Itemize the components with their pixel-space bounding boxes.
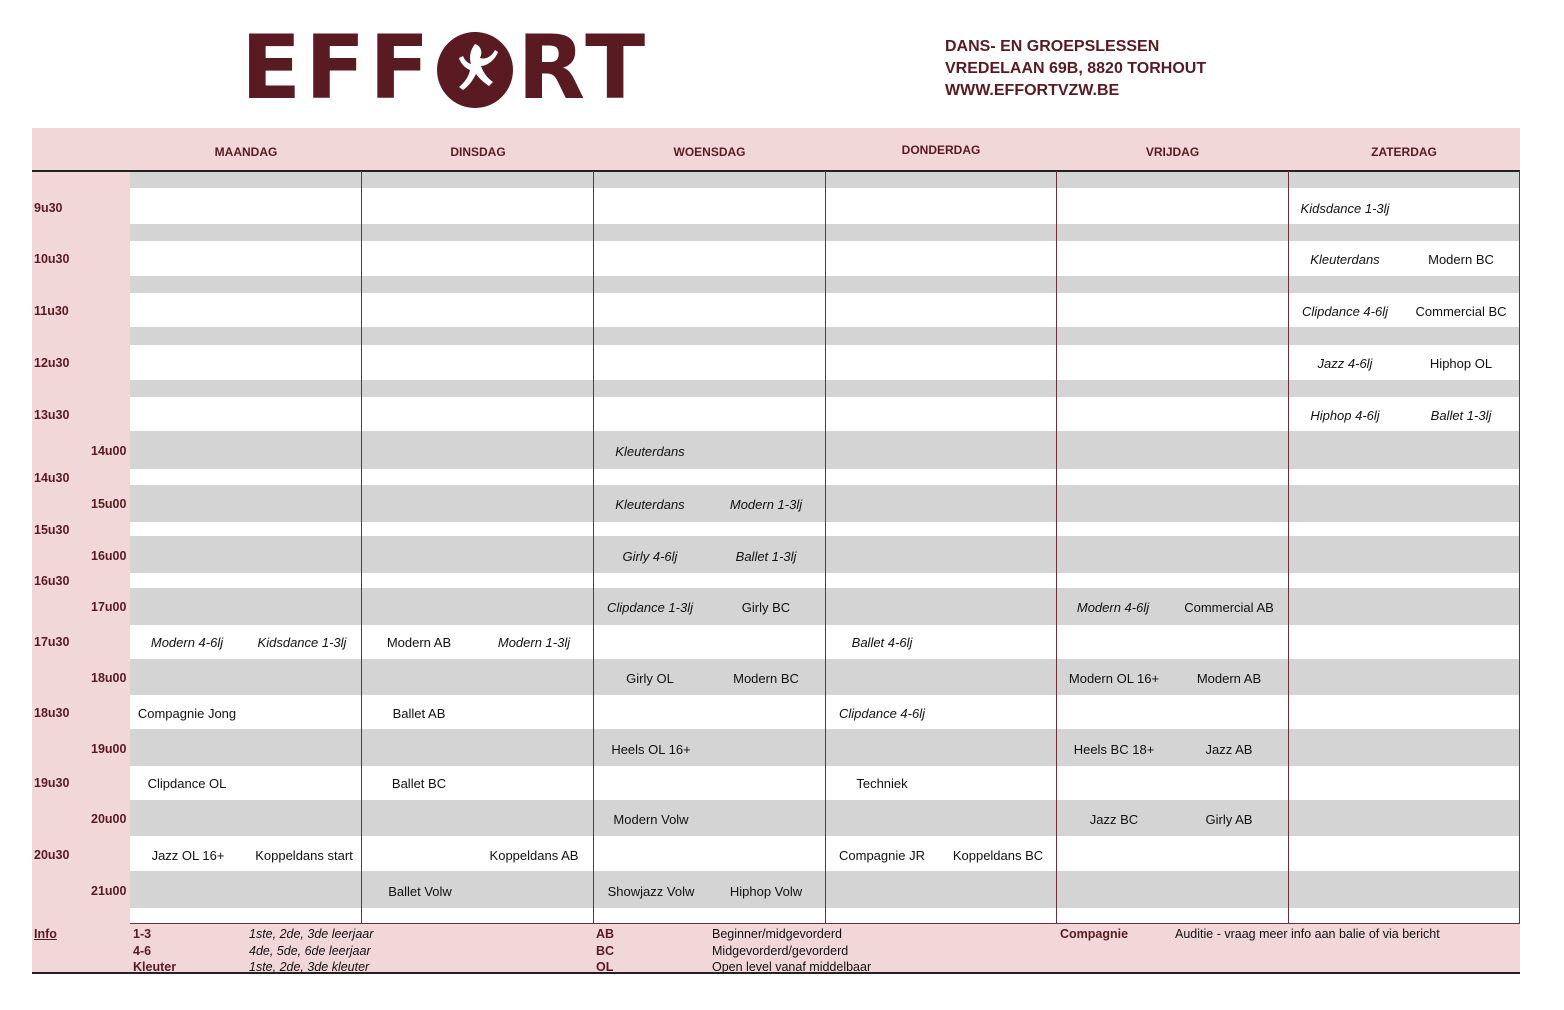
class-entry: Girly OL: [626, 671, 674, 686]
class-entry: Modern 1-3lj: [729, 497, 803, 512]
time-label: 15u00: [91, 497, 127, 511]
class-entry: Modern BC: [733, 671, 799, 686]
info-code: 1-3: [133, 927, 152, 941]
time-label: 17u30: [34, 635, 70, 649]
class-entry: Modern 4-6lj: [1076, 600, 1150, 615]
time-label: 16u00: [91, 549, 127, 563]
level-code: OL: [596, 960, 614, 974]
class-entry: Koppeldans BC: [952, 848, 1044, 863]
class-entry: Ballet 1-3lj: [735, 549, 797, 564]
logo-text-right: RT: [517, 16, 650, 119]
column-divider: [1056, 171, 1057, 924]
class-entry: Hiphop OL: [1429, 356, 1493, 371]
time-label: 13u30: [34, 408, 70, 422]
class-entry: Kleuterdans: [615, 497, 685, 512]
info-label: Info: [34, 927, 57, 941]
class-entry: Jazz AB: [1205, 742, 1253, 757]
header-subtitle: DANS- EN GROEPSLESSEN: [945, 38, 1160, 55]
class-entry: Ballet Volw: [388, 884, 452, 899]
time-label: 12u30: [34, 356, 70, 370]
class-entry: Girly AB: [1205, 812, 1253, 827]
time-label: 17u00: [91, 600, 127, 614]
day-woensdag: WOENSDAG: [673, 145, 746, 159]
class-entry: Girly 4-6lj: [622, 549, 678, 564]
time-label: 10u30: [34, 252, 70, 266]
level-desc: Open level vanaf middelbaar: [712, 960, 872, 974]
class-entry: Clipdance 4-6lj: [1302, 304, 1388, 319]
time-label: 18u00: [91, 671, 127, 685]
class-entry: Techniek: [856, 776, 908, 791]
class-entry: Modern OL 16+: [1068, 671, 1160, 686]
class-entry: Koppeldans AB: [489, 848, 579, 863]
class-entry: Heels OL 16+: [611, 742, 691, 757]
day-zaterdag: ZATERDAG: [1371, 145, 1437, 159]
class-entry: Kidsdance 1-3lj: [257, 635, 347, 650]
class-entry: Kleuterdans: [615, 444, 685, 459]
class-entry: Clipdance OL: [147, 776, 227, 791]
day-donderdag: DONDERDAG: [901, 143, 981, 157]
column-divider: [593, 171, 594, 924]
class-entry: Compagnie JR: [839, 848, 925, 863]
compagnie-desc: Auditie - vraag meer info aan balie of via bericht: [1175, 927, 1440, 941]
column-divider: [361, 171, 362, 924]
time-label: 20u00: [91, 812, 127, 826]
column-divider: [825, 171, 826, 924]
class-entry: Ballet AB: [392, 706, 446, 721]
day-maandag: MAANDAG: [214, 145, 278, 159]
info-code: Kleuter: [133, 960, 177, 974]
level-code: AB: [596, 927, 615, 941]
time-label: 19u30: [34, 776, 70, 790]
time-label: 19u00: [91, 742, 127, 756]
level-code: BC: [596, 944, 615, 958]
class-entry: Clipdance 1-3lj: [607, 600, 693, 615]
class-entry: Clipdance 4-6lj: [839, 706, 925, 721]
class-entry: Modern AB: [1196, 671, 1262, 686]
class-entry: Showjazz Volw: [607, 884, 695, 899]
class-entry: Heels BC 18+: [1073, 742, 1155, 757]
class-entry: Hiphop Volw: [729, 884, 803, 899]
class-entry: Kleuterdans: [1310, 252, 1380, 267]
class-entry: Modern 1-3lj: [497, 635, 571, 650]
time-label: 18u30: [34, 706, 70, 720]
dancer-logo-icon: [437, 32, 513, 108]
class-entry: Jazz OL 16+: [151, 848, 225, 863]
class-entry: Ballet 4-6lj: [851, 635, 913, 650]
class-entry: Jazz BC: [1089, 812, 1139, 827]
class-entry: Modern BC: [1428, 252, 1494, 267]
time-label: 9u30: [34, 201, 63, 215]
column-divider: [1519, 171, 1520, 924]
class-entry: Koppeldans start: [255, 848, 353, 863]
column-divider: [1288, 171, 1289, 924]
time-label: 20u30: [34, 848, 70, 862]
class-entry: Modern Volw: [613, 812, 689, 827]
info-desc: 1ste, 2de, 3de leerjaar: [249, 927, 374, 941]
info-desc: 4de, 5de, 6de leerjaar: [249, 944, 371, 958]
day-dinsdag: DINSDAG: [450, 145, 506, 159]
day-vrijdag: VRIJDAG: [1145, 145, 1200, 159]
class-entry: Ballet 1-3lj: [1430, 408, 1492, 423]
class-entry: Modern AB: [386, 635, 452, 650]
level-desc: Midgevorderd/gevorderd: [712, 944, 849, 958]
header-divider: [32, 170, 1520, 172]
class-entry: Compagnie Jong: [137, 706, 237, 721]
time-label: 15u30: [34, 523, 70, 537]
compagnie-code: Compagnie: [1060, 927, 1129, 941]
time-label: 21u00: [91, 884, 127, 898]
class-entry: Hiphop 4-6lj: [1310, 408, 1380, 423]
class-entry: Modern 4-6lj: [150, 635, 224, 650]
header-address: VREDELAAN 69B, 8820 TORHOUT: [945, 60, 1207, 77]
class-entry: Commercial AB: [1184, 600, 1274, 615]
info-desc: 1ste, 2de, 3de kleuter: [249, 960, 370, 974]
time-label: 16u30: [34, 574, 70, 588]
info-code: 4-6: [133, 944, 152, 958]
effort-logo: [241, 16, 650, 119]
class-entry: Jazz 4-6lj: [1317, 356, 1373, 371]
class-entry: Commercial BC: [1415, 304, 1507, 319]
school-header: [945, 36, 1206, 102]
time-label: 11u30: [34, 304, 69, 318]
class-entry: Kidsdance 1-3lj: [1300, 201, 1390, 216]
logo-text-left: EFF: [241, 16, 434, 119]
class-entry: Girly BC: [741, 600, 791, 615]
time-label: 14u30: [34, 471, 70, 485]
time-label: 14u00: [91, 444, 127, 458]
header-website: WWW.EFFORTVZW.BE: [945, 82, 1120, 99]
class-entry: Ballet BC: [391, 776, 447, 791]
level-desc: Beginner/midgevorderd: [712, 927, 842, 941]
